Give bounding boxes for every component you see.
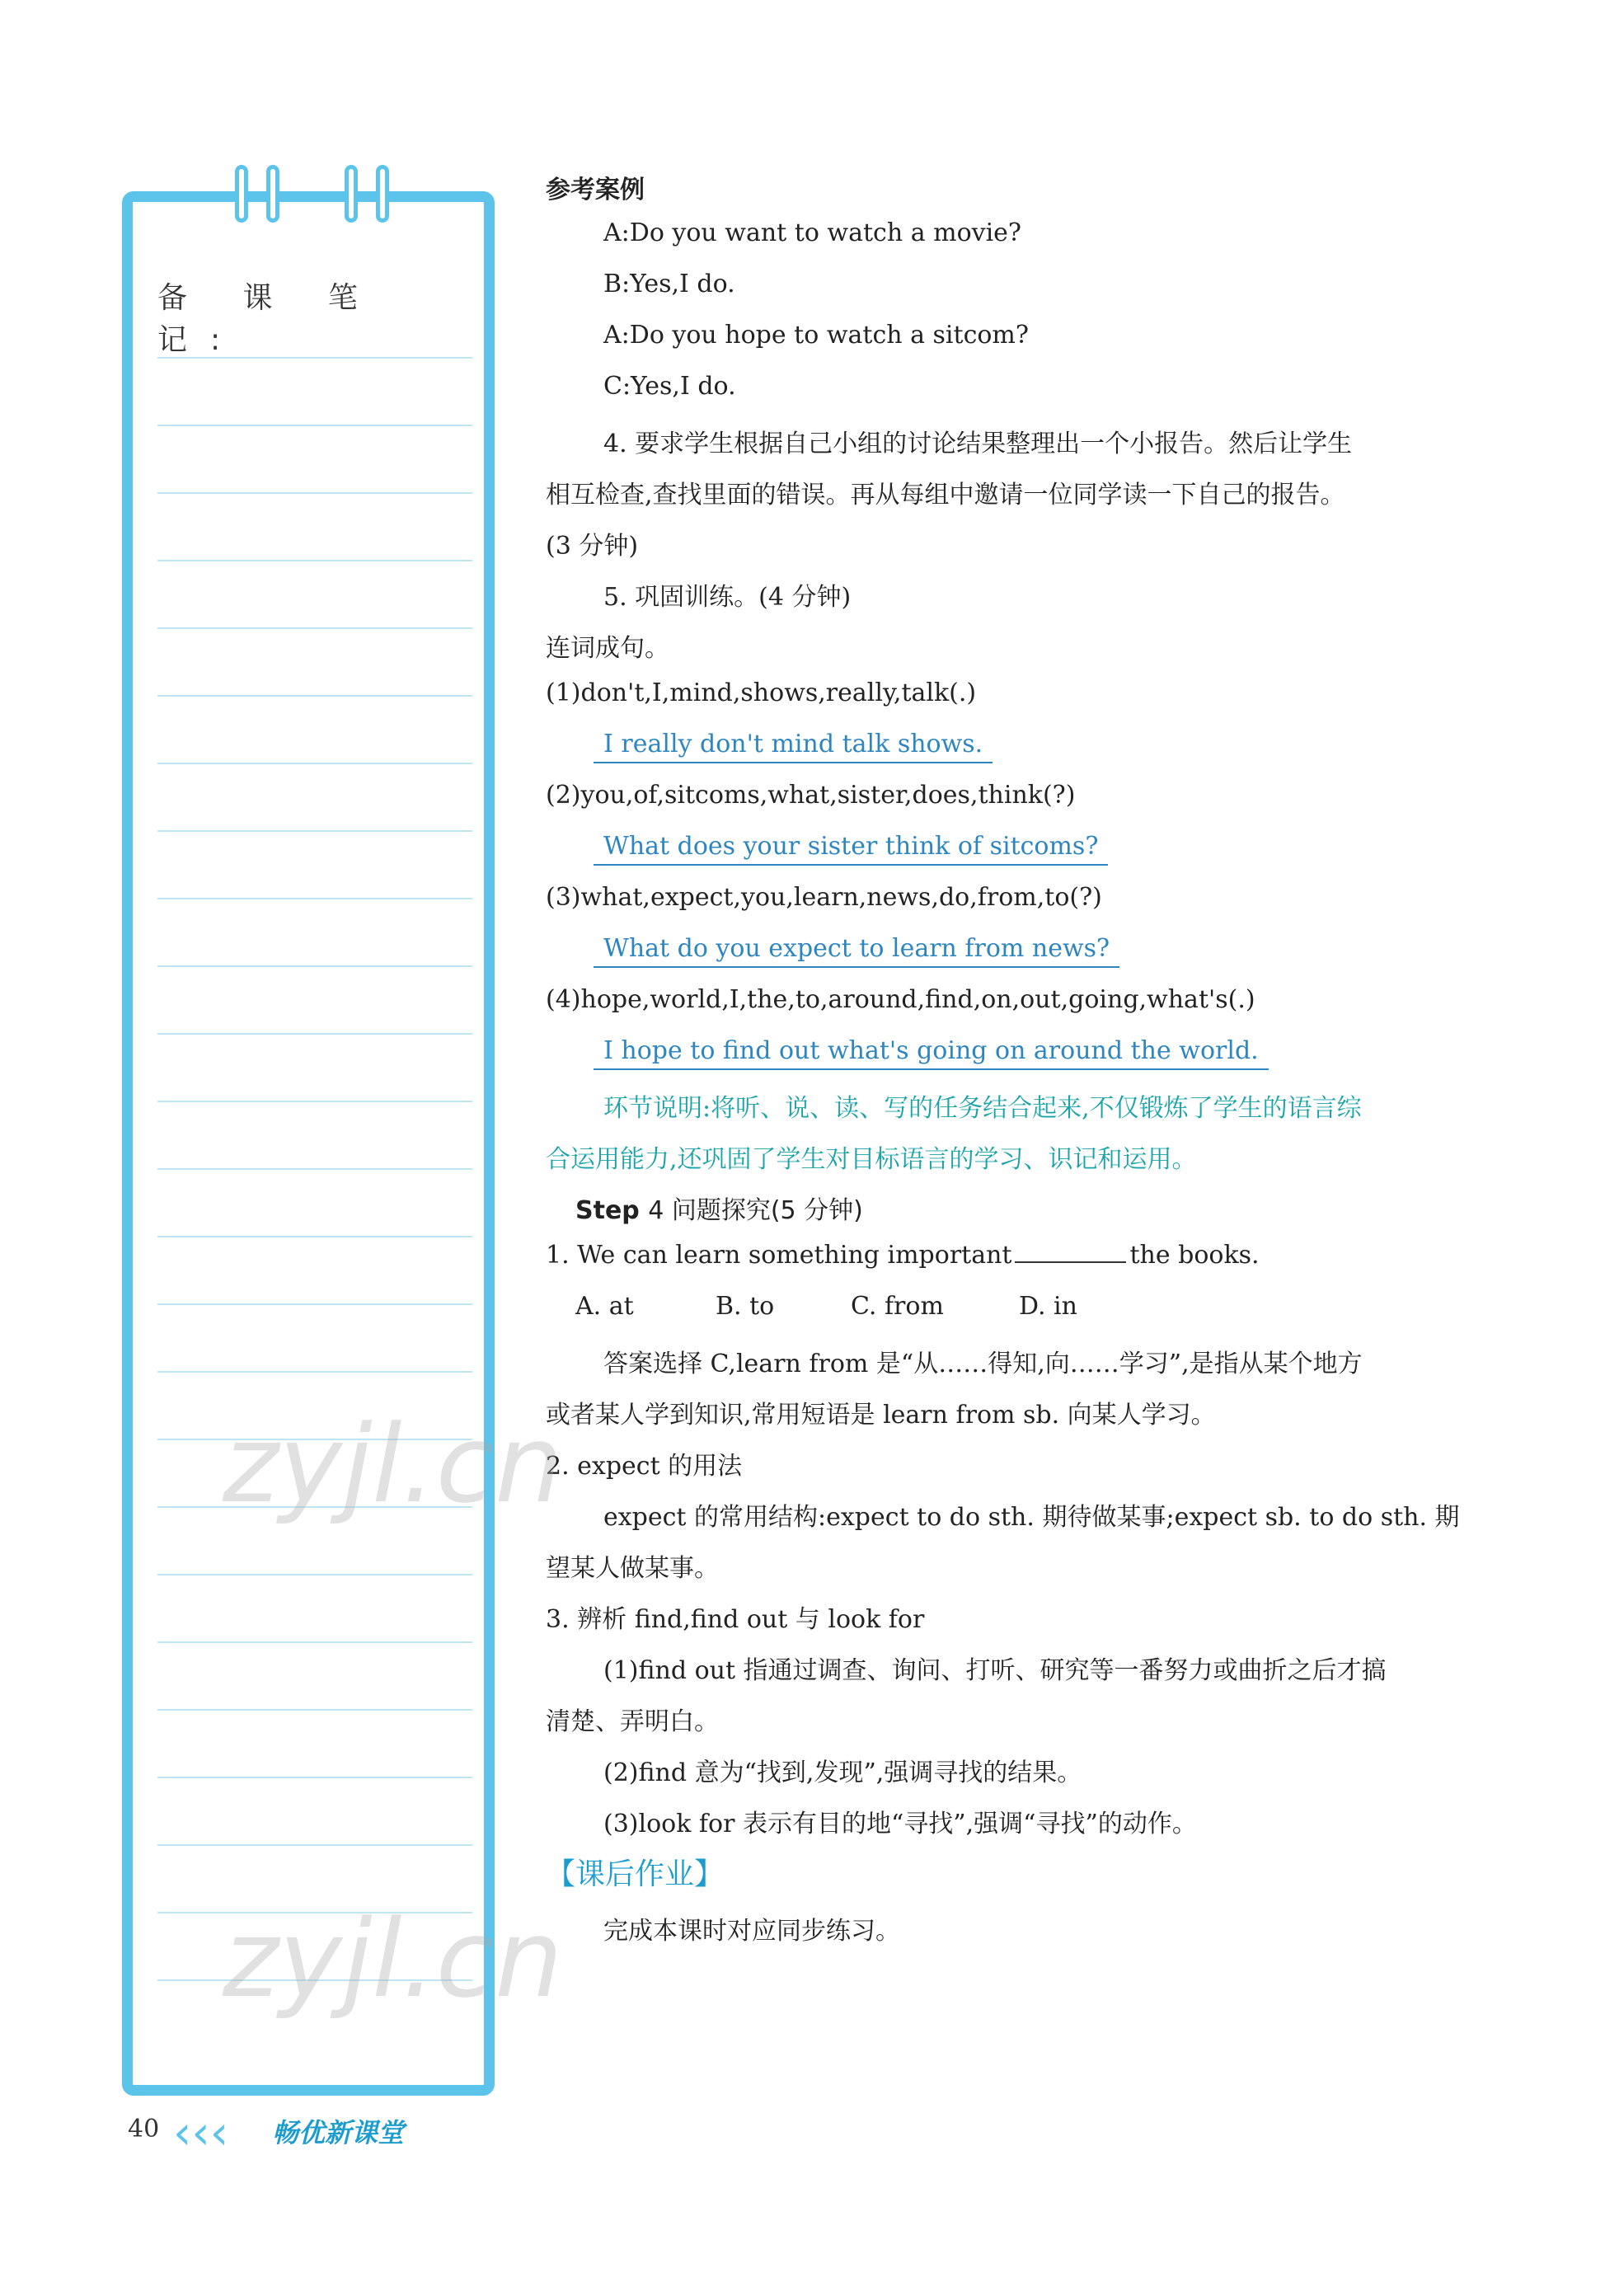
section-note: 合运用能力,还巩固了学生对目标语言的学习、识记和运用。 xyxy=(546,1145,1197,1174)
note-line xyxy=(157,830,472,832)
dialogue-line: A:Do you hope to watch a sitcom? xyxy=(603,321,1029,350)
explanation-text: (2)find 意为“找到,发现”,强调寻找的结果。 xyxy=(603,1758,1082,1787)
binder-ring-icon xyxy=(376,165,389,223)
watermark: zyjl.cn xyxy=(223,1402,563,1527)
binder-ring-icon xyxy=(235,165,248,223)
dialogue-line: C:Yes,I do. xyxy=(603,372,736,401)
explanation-text: 清楚、弄明白。 xyxy=(546,1707,719,1736)
explanation-text: 答案选择 C,learn from 是“从……得知,向……学习”,是指从某个地方 xyxy=(603,1350,1363,1378)
answer-blank xyxy=(1015,1261,1126,1263)
watermark: zyjl.cn xyxy=(223,1896,563,2021)
answer-2: What does your sister think of sitcoms? xyxy=(594,832,1108,866)
note-line xyxy=(157,1101,472,1102)
note-line xyxy=(157,1777,472,1778)
option-b: B. to xyxy=(716,1292,775,1321)
note-line xyxy=(157,1303,472,1305)
step4-question-1: 1. We can learn something important the books. xyxy=(546,1241,1260,1270)
note-line xyxy=(157,898,472,899)
step4-title: 4 问题探究(5 分钟) xyxy=(648,1196,863,1225)
note-line xyxy=(157,1168,472,1170)
explanation-text: 或者某人学到知识,常用短语是 learn from sb. 向某人学习。 xyxy=(546,1401,1216,1430)
homework-text: 完成本课时对应同步练习。 xyxy=(603,1917,900,1946)
task4-text: 4. 要求学生根据自己小组的讨论结果整理出一个小报告。然后让学生 xyxy=(603,430,1353,458)
note-line xyxy=(157,965,472,967)
note-line xyxy=(157,627,472,629)
task4-text: 相互检查,查找里面的错误。再从每组中邀请一位同学读一下自己的报告。 xyxy=(546,481,1345,509)
reference-title: 参考案例 xyxy=(546,176,645,204)
note-line xyxy=(157,492,472,494)
homework-heading: 【课后作业】 xyxy=(546,1857,725,1891)
explanation-text: 望某人做某事。 xyxy=(546,1554,719,1583)
option-d: D. in xyxy=(1019,1292,1077,1321)
binder-ring-icon xyxy=(345,165,358,223)
question-1: (1)don't,I,mind,shows,really,talk(.) xyxy=(546,678,977,707)
task4-time: (3 分钟) xyxy=(546,532,639,561)
explanation-text: expect 的常用结构:expect to do sth. 期待做某事;expect sb. to do sth. 期 xyxy=(603,1503,1460,1532)
note-line xyxy=(157,560,472,561)
option-a: A. at xyxy=(575,1292,634,1321)
task5-text: 5. 巩固训练。(4 分钟) xyxy=(603,583,852,612)
answer-4: I hope to find out what's going on around the world. xyxy=(594,1036,1269,1070)
lesson-notes-panel xyxy=(122,191,495,2096)
explanation-text: (1)find out 指通过调查、询问、打听、研究等一番努力或曲折之后才搞 xyxy=(603,1656,1387,1685)
brand-name: 畅优新课堂 xyxy=(272,2117,405,2148)
note-line xyxy=(157,1371,472,1373)
note-line xyxy=(157,425,472,426)
note-line xyxy=(157,357,472,359)
dialogue-line: A:Do you want to watch a movie? xyxy=(603,218,1022,247)
section-note: 环节说明:将听、说、读、写的任务结合起来,不仅锻炼了学生的语言综 xyxy=(603,1094,1362,1123)
note-line xyxy=(157,1709,472,1711)
note-line xyxy=(157,695,472,697)
step4-heading xyxy=(575,1190,863,1226)
note-line xyxy=(157,1844,472,1846)
note-line xyxy=(157,763,472,764)
step4-label: Step xyxy=(575,1196,640,1225)
point-3-title: 3. 辨析 find,find out 与 look for xyxy=(546,1605,925,1634)
question-2: (2)you,of,sitcoms,what,sister,does,think(?) xyxy=(546,781,1076,810)
point-2-title: 2. expect 的用法 xyxy=(546,1452,743,1481)
note-line xyxy=(157,1641,472,1643)
dialogue-line: B:Yes,I do. xyxy=(603,270,735,298)
notes-title: 备 课 笔 记: xyxy=(157,281,381,357)
note-line xyxy=(157,1033,472,1035)
task5-subtitle: 连词成句。 xyxy=(546,634,669,663)
question-4: (4)hope,world,I,the,to,around,find,on,out,going,what's(.) xyxy=(546,985,1255,1014)
binder-ring-icon xyxy=(266,165,279,223)
answer-3: What do you expect to learn from news? xyxy=(594,934,1119,968)
option-c: C. from xyxy=(851,1292,944,1321)
note-line xyxy=(157,1236,472,1237)
question-3: (3)what,expect,you,learn,news,do,from,to(?) xyxy=(546,883,1102,912)
note-line xyxy=(157,1574,472,1575)
explanation-text: (3)look for 表示有目的地“寻找”,强调“寻找”的动作。 xyxy=(603,1810,1197,1838)
page-number: 40 xyxy=(128,2115,160,2143)
answer-1: I really don't mind talk shows. xyxy=(594,730,993,763)
chevron-left-icon: ‹‹‹ xyxy=(173,2106,229,2160)
